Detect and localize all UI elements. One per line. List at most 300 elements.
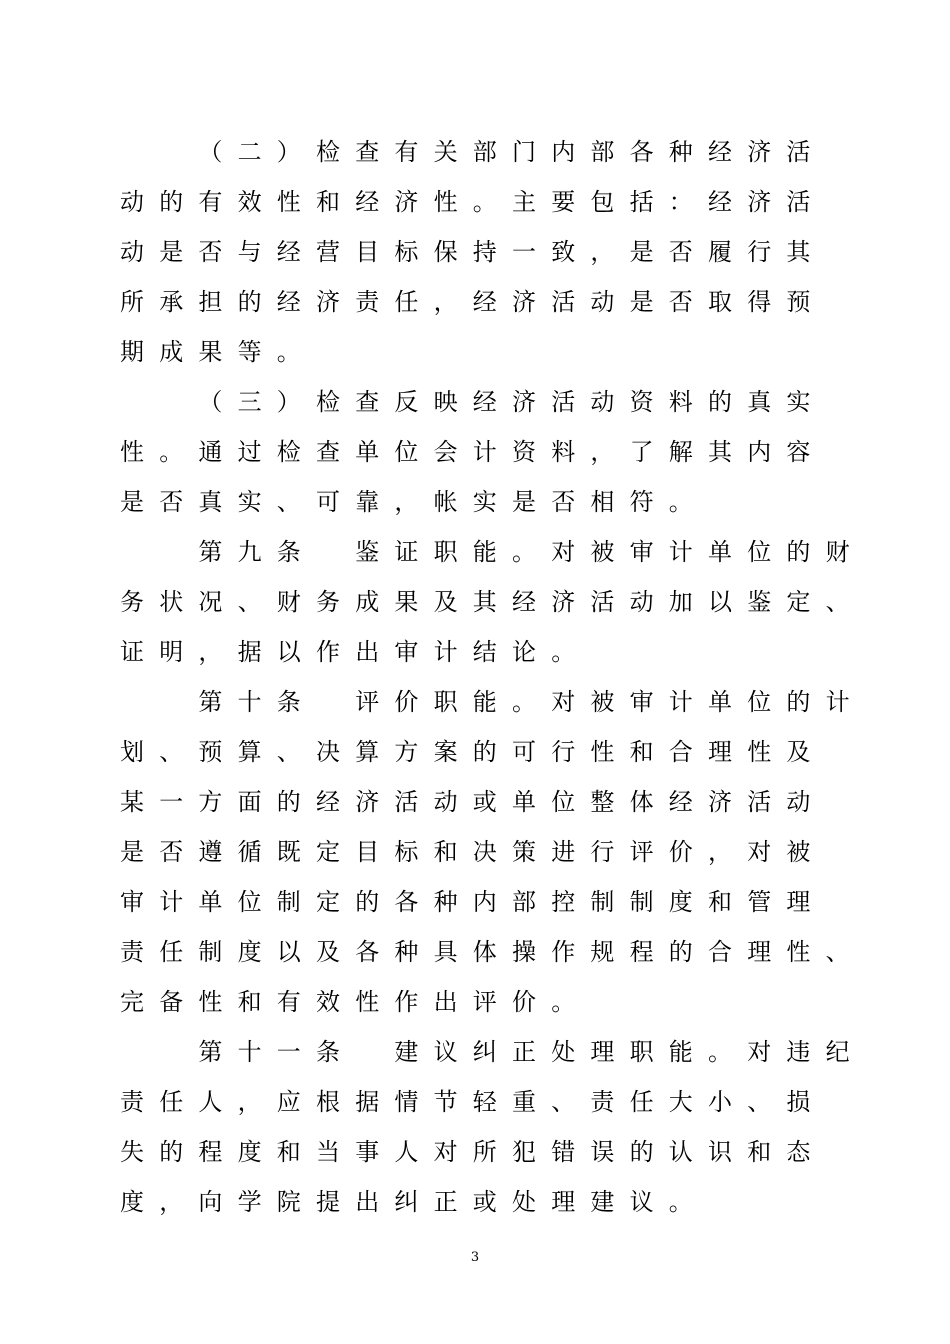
text-char: 有 bbox=[198, 188, 223, 216]
text-char: 价 bbox=[394, 688, 419, 716]
text-char: 。 bbox=[472, 188, 497, 216]
text-char: 性 bbox=[120, 438, 144, 466]
text-char: 济 bbox=[551, 588, 576, 616]
text-char: 活 bbox=[786, 138, 811, 166]
text-char: 一 bbox=[159, 788, 184, 816]
text-char: 理 bbox=[708, 738, 732, 766]
text-char: 体 bbox=[629, 788, 654, 816]
text-char: 的 bbox=[708, 388, 732, 416]
text-char: 种 bbox=[433, 888, 458, 916]
text-char: 效 bbox=[316, 988, 340, 1016]
text-char: 活 bbox=[786, 188, 811, 216]
text-char: 可 bbox=[512, 738, 536, 766]
text-char: 及 bbox=[433, 588, 458, 616]
text-char: 三 bbox=[237, 388, 262, 416]
text-char: 审 bbox=[120, 888, 144, 916]
text-line bbox=[0, 288, 950, 338]
text-char: 十 bbox=[237, 1038, 262, 1066]
text-char: 其 bbox=[472, 588, 497, 616]
text-char: 十 bbox=[237, 688, 262, 716]
text-char: 审 bbox=[629, 538, 654, 566]
text-char: 结 bbox=[472, 638, 497, 666]
text-char: 遵 bbox=[198, 838, 223, 866]
text-char: ， bbox=[590, 438, 615, 466]
text-char: 种 bbox=[394, 938, 419, 966]
text-char: 程 bbox=[198, 1138, 223, 1166]
text-char: 动 bbox=[590, 388, 615, 416]
text-char: 效 bbox=[237, 188, 262, 216]
text-char: 事 bbox=[355, 1138, 380, 1166]
text-char: 任 bbox=[629, 1088, 654, 1116]
text-char: 。 bbox=[551, 638, 576, 666]
text-char: 某 bbox=[120, 788, 144, 816]
text-char: 或 bbox=[472, 788, 497, 816]
text-char: 面 bbox=[237, 788, 262, 816]
text-char: 有 bbox=[276, 988, 301, 1016]
text-char: 取 bbox=[708, 288, 732, 316]
text-char: 正 bbox=[433, 1188, 458, 1216]
text-char: 包 bbox=[590, 188, 615, 216]
text-char: 真 bbox=[198, 488, 223, 516]
text-char: 合 bbox=[668, 738, 693, 766]
text-char: 和 bbox=[708, 888, 732, 916]
text-char: 责 bbox=[120, 938, 144, 966]
text-char: 的 bbox=[276, 788, 301, 816]
text-char: 理 bbox=[551, 1188, 576, 1216]
text-char: 否 bbox=[668, 288, 693, 316]
text-char: 小 bbox=[708, 1088, 732, 1116]
text-char: 、 bbox=[237, 588, 262, 616]
text-char: 。 bbox=[551, 988, 576, 1016]
text-char: 具 bbox=[433, 938, 458, 966]
text-char: 作 bbox=[394, 988, 419, 1016]
text-line bbox=[0, 838, 950, 888]
text-char: 经 bbox=[512, 588, 536, 616]
text-char: 性 bbox=[433, 188, 458, 216]
text-line bbox=[0, 488, 950, 538]
text-char bbox=[355, 1038, 363, 1066]
text-char: 行 bbox=[590, 838, 615, 866]
text-char: 理 bbox=[747, 938, 772, 966]
text-char: 度 bbox=[237, 1138, 262, 1166]
text-char: 否 bbox=[668, 238, 693, 266]
text-char: 查 bbox=[355, 138, 380, 166]
text-char: 证 bbox=[120, 638, 144, 666]
text-char: 控 bbox=[551, 888, 576, 916]
text-char: 成 bbox=[159, 338, 184, 366]
text-char: 位 bbox=[747, 688, 772, 716]
text-char: 、 bbox=[159, 738, 184, 766]
text-char: 鉴 bbox=[355, 538, 380, 566]
text-line bbox=[0, 638, 950, 688]
text-char: 院 bbox=[276, 1188, 301, 1216]
text-char: 检 bbox=[276, 438, 301, 466]
text-char: 其 bbox=[786, 238, 811, 266]
text-char: 九 bbox=[237, 538, 262, 566]
text-char: 。 bbox=[159, 438, 184, 466]
text-char: 人 bbox=[198, 1088, 223, 1116]
text-char: 各 bbox=[394, 888, 419, 916]
text-char: 部 bbox=[472, 138, 497, 166]
text-char: 算 bbox=[237, 738, 262, 766]
text-char: 位 bbox=[551, 788, 576, 816]
text-line bbox=[0, 788, 950, 838]
text-char: 价 bbox=[668, 838, 693, 866]
text-char: 、 bbox=[747, 1088, 772, 1116]
text-char: 单 bbox=[512, 788, 536, 816]
text-char: 议 bbox=[629, 1188, 654, 1216]
text-char: 检 bbox=[316, 138, 340, 166]
text-char: ： bbox=[668, 188, 693, 216]
text-char: 反 bbox=[394, 388, 419, 416]
text-char: 预 bbox=[198, 738, 223, 766]
text-char: 计 bbox=[825, 688, 850, 716]
text-char: 责 bbox=[355, 288, 380, 316]
text-char: 人 bbox=[394, 1138, 419, 1166]
text-char: 过 bbox=[237, 438, 262, 466]
text-char: 济 bbox=[708, 788, 732, 816]
text-char: 资 bbox=[512, 438, 536, 466]
text-char: 单 bbox=[708, 688, 732, 716]
text-char: 操 bbox=[512, 938, 536, 966]
text-char: 目 bbox=[355, 838, 380, 866]
text-char: 对 bbox=[551, 538, 576, 566]
text-char: 提 bbox=[316, 1188, 340, 1216]
text-char: 处 bbox=[551, 1038, 576, 1066]
text-char: 进 bbox=[551, 838, 576, 866]
text-char: 等 bbox=[237, 338, 262, 366]
text-char: 会 bbox=[433, 438, 458, 466]
text-char: 一 bbox=[276, 1038, 301, 1066]
text-char: 出 bbox=[355, 638, 380, 666]
text-char: 节 bbox=[433, 1088, 458, 1116]
text-char: 以 bbox=[276, 938, 301, 966]
text-char: 制 bbox=[198, 938, 223, 966]
text-char: 帐 bbox=[433, 488, 458, 516]
text-char: 的 bbox=[355, 888, 380, 916]
text-char: 第 bbox=[198, 1038, 223, 1066]
text-char: 。 bbox=[276, 338, 301, 366]
text-char: 错 bbox=[551, 1138, 576, 1166]
text-char: 预 bbox=[786, 288, 811, 316]
text-char: 门 bbox=[512, 138, 536, 166]
text-char: 轻 bbox=[472, 1088, 497, 1116]
text-char: 认 bbox=[668, 1138, 693, 1166]
text-char: 、 bbox=[825, 938, 850, 966]
text-char: 是 bbox=[629, 238, 654, 266]
text-line bbox=[0, 688, 950, 738]
text-char: ） bbox=[276, 138, 301, 166]
text-char: 被 bbox=[590, 538, 615, 566]
text-char: 失 bbox=[120, 1138, 144, 1166]
text-line bbox=[0, 588, 950, 638]
text-char: 。 bbox=[512, 688, 536, 716]
text-char: （ bbox=[198, 388, 223, 416]
text-char: 计 bbox=[433, 638, 458, 666]
text-char: 证 bbox=[394, 538, 419, 566]
text-char: 体 bbox=[472, 938, 497, 966]
text-char: 职 bbox=[433, 688, 458, 716]
text-char: 动 bbox=[120, 238, 144, 266]
text-char: 料 bbox=[668, 388, 693, 416]
text-char: 的 bbox=[237, 288, 262, 316]
text-char: 决 bbox=[316, 738, 340, 766]
text-char: 和 bbox=[237, 988, 262, 1016]
text-char: 作 bbox=[551, 938, 576, 966]
text-char: 任 bbox=[394, 288, 419, 316]
text-char: 资 bbox=[629, 388, 654, 416]
text-char: 所 bbox=[120, 288, 144, 316]
text-char: 真 bbox=[747, 388, 772, 416]
text-char: 责 bbox=[120, 1088, 144, 1116]
text-char: （ bbox=[198, 138, 223, 166]
text-char: 经 bbox=[668, 788, 693, 816]
text-char: 单 bbox=[708, 538, 732, 566]
text-char: 条 bbox=[276, 688, 301, 716]
text-char: 是 bbox=[120, 838, 144, 866]
text-char: 符 bbox=[629, 488, 654, 516]
text-char: 料 bbox=[551, 438, 576, 466]
text-char: 定 bbox=[786, 588, 811, 616]
text-char: 状 bbox=[159, 588, 184, 616]
text-char: 应 bbox=[276, 1088, 301, 1116]
text-char: 检 bbox=[316, 388, 340, 416]
text-char: 济 bbox=[355, 788, 380, 816]
text-char: 部 bbox=[590, 138, 615, 166]
text-char: ， bbox=[198, 638, 223, 666]
text-char: 和 bbox=[433, 838, 458, 866]
text-char: 行 bbox=[747, 238, 772, 266]
text-char: 内 bbox=[472, 888, 497, 916]
text-char: 向 bbox=[198, 1188, 223, 1216]
text-char: 。 bbox=[668, 1188, 693, 1216]
text-char: 是 bbox=[159, 238, 184, 266]
text-char: 主 bbox=[512, 188, 536, 216]
text-char: 对 bbox=[747, 1038, 772, 1066]
text-char: 务 bbox=[120, 588, 144, 616]
text-char: 的 bbox=[786, 688, 811, 716]
text-char: 种 bbox=[668, 138, 693, 166]
text-char: 加 bbox=[668, 588, 693, 616]
text-char: 、 bbox=[551, 1088, 576, 1116]
text-char: 各 bbox=[355, 938, 380, 966]
text-char: 。 bbox=[512, 538, 536, 566]
text-char: 制 bbox=[629, 888, 654, 916]
text-char: 履 bbox=[708, 238, 732, 266]
text-char: 条 bbox=[276, 538, 301, 566]
text-line bbox=[0, 438, 950, 488]
text-char: 出 bbox=[433, 988, 458, 1016]
text-char: 、 bbox=[276, 488, 301, 516]
text-char: 鉴 bbox=[747, 588, 772, 616]
text-char: 方 bbox=[394, 738, 419, 766]
text-line bbox=[0, 1038, 950, 1088]
text-char: 关 bbox=[433, 138, 458, 166]
text-char: 能 bbox=[472, 688, 497, 716]
text-char: 活 bbox=[551, 288, 576, 316]
text-char: 制 bbox=[590, 888, 615, 916]
text-char: 作 bbox=[316, 638, 340, 666]
text-char: 是 bbox=[629, 288, 654, 316]
text-char: 财 bbox=[825, 538, 850, 566]
text-char: 映 bbox=[433, 388, 458, 416]
text-char: 要 bbox=[551, 188, 576, 216]
text-char: 实 bbox=[472, 488, 497, 516]
text-line bbox=[0, 988, 950, 1038]
text-char: 的 bbox=[159, 188, 184, 216]
text-char: 动 bbox=[590, 288, 615, 316]
text-char: 备 bbox=[159, 988, 184, 1016]
text-char: 经 bbox=[472, 288, 497, 316]
text-char: 济 bbox=[512, 288, 536, 316]
text-char: 财 bbox=[276, 588, 301, 616]
text-char: 算 bbox=[355, 738, 380, 766]
text-char: 能 bbox=[472, 538, 497, 566]
text-char: 情 bbox=[394, 1088, 419, 1116]
text-char: 度 bbox=[120, 1188, 144, 1216]
text-char: 的 bbox=[629, 1138, 654, 1166]
text-char: 否 bbox=[159, 838, 184, 866]
text-line bbox=[0, 138, 950, 188]
text-char: 管 bbox=[747, 888, 772, 916]
text-char: 定 bbox=[316, 838, 340, 866]
text-char: 标 bbox=[394, 838, 419, 866]
text-char: 或 bbox=[472, 1188, 497, 1216]
text-char: 评 bbox=[629, 838, 654, 866]
text-char: 二 bbox=[237, 138, 262, 166]
text-char: 大 bbox=[668, 1088, 693, 1116]
text-char: 据 bbox=[237, 638, 262, 666]
text-char: 第 bbox=[198, 688, 223, 716]
text-char: 括 bbox=[629, 188, 654, 216]
text-char: 济 bbox=[394, 188, 419, 216]
text-char: 决 bbox=[472, 838, 497, 866]
text-char: 经 bbox=[276, 238, 301, 266]
text-char: 计 bbox=[472, 438, 497, 466]
text-char: 经 bbox=[472, 388, 497, 416]
text-char bbox=[316, 538, 324, 566]
text-char: 承 bbox=[159, 288, 184, 316]
text-char: 定 bbox=[316, 888, 340, 916]
text-char: 位 bbox=[747, 538, 772, 566]
text-char: 经 bbox=[355, 188, 380, 216]
text-char: 纠 bbox=[394, 1188, 419, 1216]
text-char: 审 bbox=[629, 688, 654, 716]
text-char: 可 bbox=[316, 488, 340, 516]
text-char: 行 bbox=[551, 738, 576, 766]
text-char: 有 bbox=[394, 138, 419, 166]
text-char: 理 bbox=[786, 888, 811, 916]
text-char: 的 bbox=[668, 938, 693, 966]
text-char: 担 bbox=[198, 288, 223, 316]
text-char: 建 bbox=[394, 1038, 419, 1066]
text-char: 责 bbox=[590, 1088, 615, 1116]
text-char: 经 bbox=[316, 788, 340, 816]
text-char: 合 bbox=[708, 938, 732, 966]
text-line bbox=[0, 888, 950, 938]
text-char: 划 bbox=[120, 738, 144, 766]
text-char: 重 bbox=[512, 1088, 536, 1116]
text-char: 正 bbox=[512, 1038, 536, 1066]
text-char: 以 bbox=[708, 588, 732, 616]
text-char: 性 bbox=[747, 738, 772, 766]
text-char: 位 bbox=[237, 888, 262, 916]
text-char: 否 bbox=[159, 488, 184, 516]
text-char: 性 bbox=[355, 988, 380, 1016]
text-char: 及 bbox=[316, 938, 340, 966]
text-char: 内 bbox=[551, 138, 576, 166]
text-char: 果 bbox=[394, 588, 419, 616]
text-char: 营 bbox=[316, 238, 340, 266]
text-char: 否 bbox=[198, 238, 223, 266]
text-char: 和 bbox=[276, 1138, 301, 1166]
text-char: 得 bbox=[747, 288, 772, 316]
text-char: 、 bbox=[825, 588, 850, 616]
text-char: 建 bbox=[590, 1188, 615, 1216]
text-char: 动 bbox=[120, 188, 144, 216]
text-char: 标 bbox=[394, 238, 419, 266]
text-char: 及 bbox=[786, 738, 811, 766]
text-char: 制 bbox=[276, 888, 301, 916]
text-line bbox=[0, 1188, 950, 1238]
text-char: 职 bbox=[433, 538, 458, 566]
text-char: 计 bbox=[159, 888, 184, 916]
text-char: 条 bbox=[316, 1038, 340, 1066]
text-char: 评 bbox=[355, 688, 380, 716]
text-char: 被 bbox=[786, 838, 811, 866]
text-char: 出 bbox=[355, 1188, 380, 1216]
text-char: 期 bbox=[120, 338, 144, 366]
text-char: 整 bbox=[590, 788, 615, 816]
text-char: 和 bbox=[629, 738, 654, 766]
text-char: 纠 bbox=[472, 1038, 497, 1066]
text-char: 犯 bbox=[512, 1138, 536, 1166]
text-char: 活 bbox=[590, 588, 615, 616]
text-char: 、 bbox=[276, 738, 301, 766]
text-char: 度 bbox=[237, 938, 262, 966]
text-char: 致 bbox=[551, 238, 576, 266]
text-char: 对 bbox=[551, 688, 576, 716]
text-char: 识 bbox=[708, 1138, 732, 1166]
text-line bbox=[0, 738, 950, 788]
text-char: 活 bbox=[747, 788, 772, 816]
text-line bbox=[0, 1088, 950, 1138]
text-line bbox=[0, 388, 950, 438]
text-char: 动 bbox=[433, 788, 458, 816]
text-char: 审 bbox=[394, 638, 419, 666]
text-char: 各 bbox=[629, 138, 654, 166]
text-char: 性 bbox=[590, 738, 615, 766]
text-char: ， bbox=[590, 238, 615, 266]
text-char: 济 bbox=[316, 288, 340, 316]
text-char: 查 bbox=[355, 388, 380, 416]
page-number: 3 bbox=[470, 1250, 480, 1265]
text-char: 其 bbox=[708, 438, 732, 466]
text-char: 第 bbox=[198, 538, 223, 566]
text-char: 能 bbox=[668, 1038, 693, 1066]
text-char: 当 bbox=[316, 1138, 340, 1166]
text-line bbox=[0, 238, 950, 288]
text-char: 任 bbox=[159, 938, 184, 966]
text-char: 纪 bbox=[825, 1038, 850, 1066]
text-char: 误 bbox=[590, 1138, 615, 1166]
text-char: 违 bbox=[786, 1038, 811, 1066]
text-char: 循 bbox=[237, 838, 262, 866]
text-line bbox=[0, 538, 950, 588]
text-char: 活 bbox=[394, 788, 419, 816]
text-char: 学 bbox=[237, 1188, 262, 1216]
text-char: 靠 bbox=[355, 488, 380, 516]
